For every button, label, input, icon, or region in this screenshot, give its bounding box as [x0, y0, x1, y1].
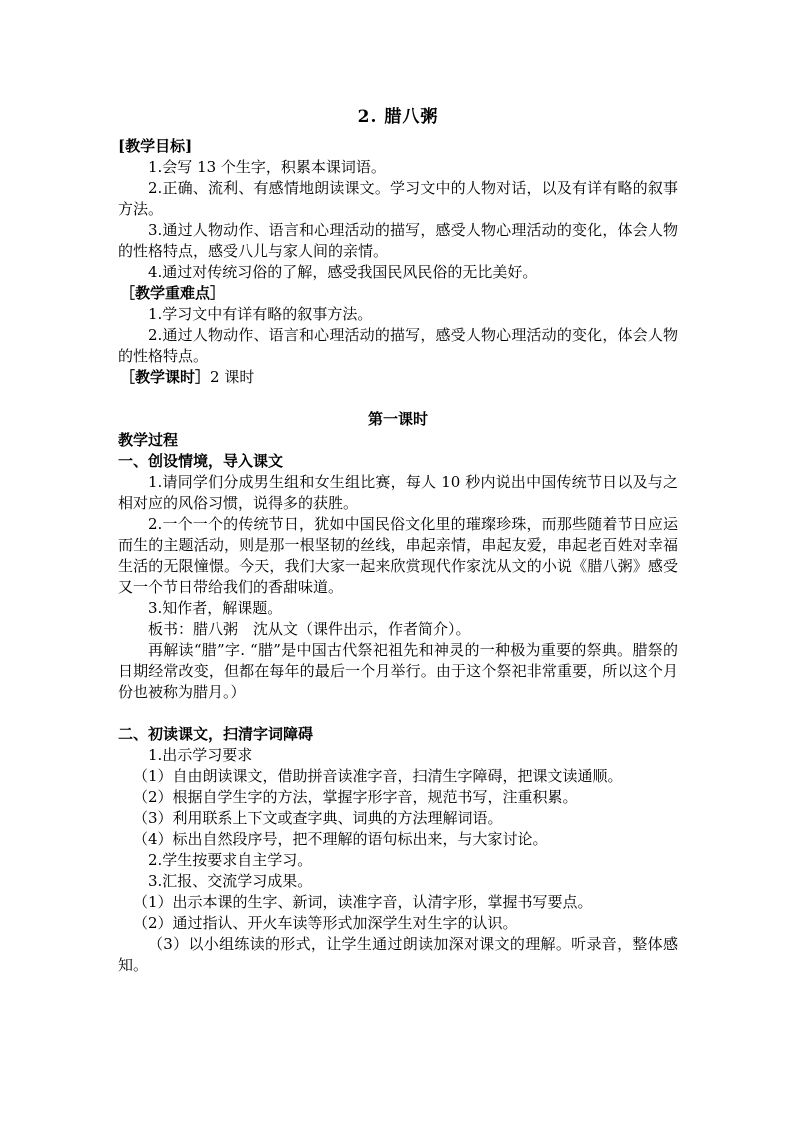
part1-paragraph: 1.请同学们分成男生组和女生组比赛，每人 10 秒内说出中国传统节日以及与之相对应的风俗习惯，说得多的获胜。: [118, 473, 678, 512]
part2-report: （3）以小组练读的形式，让学生通过朗读加深对课文的理解。听录音，整体感知。: [118, 935, 678, 974]
key-points-heading: ［教学重难点］: [120, 284, 226, 302]
part2-report: （2）通过指认、开火车读等形式加深学生对生字的认识。: [133, 914, 518, 932]
part1-paragraph: 3.知作者，解课题。: [148, 599, 283, 617]
part2-report: （1）出示本课的生字、新词，读准字音，认清字形，掌握书写要点。: [133, 893, 593, 911]
goal-item: 1.会写 13 个生字，积累本课词语。: [148, 158, 386, 176]
page-title: 2. 腊八粥: [357, 107, 439, 127]
part2-requirement: （2）根据自学生字的方法，掌握字形字音，规范书写，注重积累。: [133, 788, 578, 806]
part2-requirement: （3）利用联系上下文或查字典、词典的方法理解词语。: [133, 809, 503, 827]
part1-paragraph: 板书：腊八粥 沈从文（课件出示，作者简介）。: [148, 620, 471, 638]
part1-heading: 一、创设情境，导入课文: [118, 452, 284, 470]
spacer: [118, 703, 678, 724]
part1-paragraph: 再解读“腊”字. “腊”是中国古代祭祀祖先和神灵的一种极为重要的祭典。腊祭的日期经常改变，但都在每年的最后一个月举行。由于这个祭祀非常重要，所以这个月份也被称为腊月。）: [118, 641, 678, 701]
part2-step: 1.出示学习要求: [148, 746, 253, 764]
key-point-item: 1.学习文中有详有略的叙事方法。: [148, 305, 373, 323]
part1-paragraph: 2.一个一个的传统节日，犹如中国民俗文化里的璀璨珍珠，而那些随着节日应运而生的主题活动，则是那一根坚韧的丝线，串起亲情，串起友爱，串起老百姓对幸福生活的无限憧憬。今天，我们大家一起来欣赏现代作家沈从文的小说《腊八粥》感受又一个节日带给我们的香甜味道。: [118, 515, 678, 596]
part2-heading: 二、初读课文，扫清字词障碍: [118, 725, 314, 743]
goal-item: 4.通过对传统习俗的了解，感受我国民风民俗的无比美好。: [148, 263, 538, 281]
hours-heading: ［教学课时］: [120, 368, 211, 386]
part2-step: 3.汇报、交流学习成果。: [148, 872, 313, 890]
part2-requirement: （1）自由朗读课文，借助拼音读准字音，扫清生字障碍，把课文读通顺。: [133, 767, 623, 785]
key-point-item: 2.通过人物动作、语言和心理活动的描写，感受人物心理活动的变化，体会人物的性格特点。: [118, 326, 678, 365]
goal-item: 3.通过人物动作、语言和心理活动的描写，感受人物心理活动的变化，体会人物的性格特点，感受八儿与家人间的亲情。: [118, 221, 678, 260]
hours-line: [118, 367, 678, 388]
process-heading: 教学过程: [118, 431, 179, 449]
part2-requirement: （4）标出自然段序号，把不理解的语句标出来，与大家讨论。: [133, 830, 548, 848]
part2-step: 2.学生按要求自主学习。: [148, 851, 313, 869]
document-content: [118, 104, 678, 976]
goals-heading: [教学目标]: [118, 137, 193, 155]
hours-value: 2 课时: [210, 368, 255, 386]
spacer: [118, 388, 678, 409]
goal-item: 2.正确、流利、有感情地朗读课文。学习文中的人物对话，以及有详有略的叙事方法。: [118, 179, 678, 218]
lesson-title: 第一课时: [367, 410, 428, 428]
